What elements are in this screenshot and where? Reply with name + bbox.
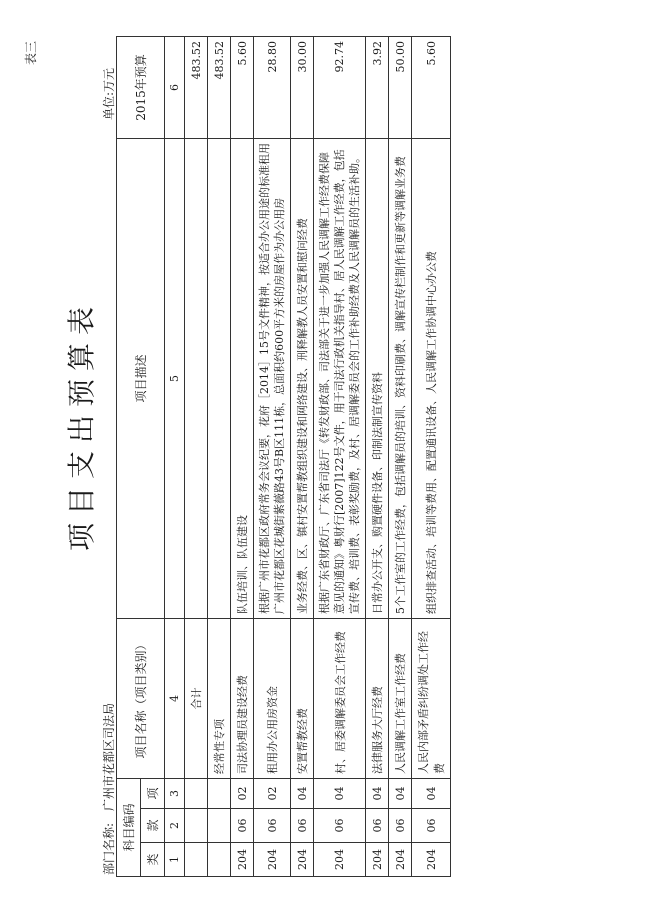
total-amount: 483.52 <box>185 36 208 138</box>
table-row <box>366 36 389 876</box>
table-row <box>412 36 451 876</box>
project-name: 人民内部矛盾纠纷调处工作经费 <box>412 618 451 778</box>
total-row <box>185 36 208 876</box>
category-label: 经常性专项 <box>208 618 231 778</box>
xiang-cell: 04 <box>314 778 366 808</box>
table-row <box>389 36 412 876</box>
page-title: 项目支出预算表 <box>65 299 98 552</box>
project-name: 人民调解工作室工作经费 <box>389 618 412 778</box>
department-value: 广州市花都区司法局 <box>102 702 116 811</box>
kuan-cell: 06 <box>366 809 389 843</box>
category-amount: 483.52 <box>208 36 231 138</box>
kuan-cell: 06 <box>231 809 254 843</box>
project-name: 安置帮教经费 <box>291 618 314 778</box>
lei-cell: 204 <box>291 843 314 877</box>
header-row <box>117 36 141 876</box>
category-row <box>208 36 231 876</box>
xiang-cell: 04 <box>366 778 389 808</box>
project-name: 法律服务大厅经费 <box>366 618 389 778</box>
project-name: 司法协理员建设经费 <box>231 618 254 778</box>
project-desc: 组织排查活动、培训等费用、配置通讯设备、人民调解工作协调中心办公费 <box>412 138 451 618</box>
kuan-cell: 06 <box>254 809 291 843</box>
kuan-cell: 06 <box>291 809 314 843</box>
budget-header: 2015年预算 <box>117 36 165 138</box>
desc-header: 项目描述 <box>117 138 165 618</box>
index-cell: 2 <box>165 809 185 843</box>
unit-label: 单位:万元 <box>102 67 116 120</box>
lei-cell: 204 <box>254 843 291 877</box>
index-cell: 5 <box>165 138 185 618</box>
lei-cell: 204 <box>314 843 366 877</box>
code-header: 科目编码 <box>117 778 141 876</box>
index-cell: 3 <box>165 778 185 808</box>
project-amount: 92.74 <box>314 36 366 138</box>
table-label: 表三 <box>24 40 38 65</box>
total-label: 合计 <box>185 618 208 778</box>
project-amount: 30.00 <box>291 36 314 138</box>
kuan-cell: 06 <box>389 809 412 843</box>
lei-header: 类 <box>141 843 165 877</box>
project-desc: 5个工作室的工作经费，包括调解员的培训、资料印刷费、调解宣传栏制作和更新等调解业务费 <box>389 138 412 618</box>
department-label: 部门名称: <box>102 822 116 875</box>
project-desc: 队伍培训、队伍建设 <box>231 138 254 618</box>
xiang-cell: 02 <box>231 778 254 808</box>
project-desc: 业务经费、区、镇村安置帮教组织建设和网络建设、刑释解教人员安置和慰问经费 <box>291 138 314 618</box>
index-cell: 1 <box>165 843 185 877</box>
lei-cell: 204 <box>412 843 451 877</box>
project-name: 村、居委调解委员会工作经费 <box>314 618 366 778</box>
kuan-header: 款 <box>141 809 165 843</box>
table-row <box>254 36 291 876</box>
index-cell: 6 <box>165 36 185 138</box>
project-desc: 根据广东省财政厅、广东省司法厅《转发财政部、司法部关于进一步加强人民调解工作经费保障意见的通知》粤财行[2007]122号文件，用于司法行政机关指导村、居人民调解工作经费，包括宣传费、培训费、表彰奖励费，及村、居调解委员会的工作补助经费及人民调解员的生活补助。 <box>314 138 366 618</box>
index-cell: 4 <box>165 618 185 778</box>
xiang-cell: 04 <box>291 778 314 808</box>
kuan-cell: 06 <box>314 809 366 843</box>
kuan-cell: 06 <box>412 809 451 843</box>
lei-cell: 204 <box>366 843 389 877</box>
lei-cell: 204 <box>389 843 412 877</box>
project-amount: 50.00 <box>389 36 412 138</box>
name-header: 项目名称（项目类别） <box>117 618 165 778</box>
project-desc: 根据广州市花都区政府常务会议纪要，花府［2014］15号文件精神，按适合办公用途的标准租用广州市花都区花城街紫薇路43号B区111栋，总面积约600平方米的房屋作为办公用房 <box>254 138 291 618</box>
table-row <box>314 36 366 876</box>
project-amount: 5.60 <box>412 36 451 138</box>
project-amount: 28.80 <box>254 36 291 138</box>
xiang-cell: 04 <box>412 778 451 808</box>
index-row <box>165 36 185 876</box>
xiang-cell: 02 <box>254 778 291 808</box>
xiang-header: 项 <box>141 778 165 808</box>
lei-cell: 204 <box>231 843 254 877</box>
project-amount: 5.60 <box>231 36 254 138</box>
project-amount: 3.92 <box>366 36 389 138</box>
table-row <box>231 36 254 876</box>
budget-table <box>116 36 451 877</box>
project-name: 租用办公用房资金 <box>254 618 291 778</box>
xiang-cell: 04 <box>389 778 412 808</box>
table-row <box>291 36 314 876</box>
project-desc: 日常办公开支、购置硬件设备、印制法制宣传资料 <box>366 138 389 618</box>
